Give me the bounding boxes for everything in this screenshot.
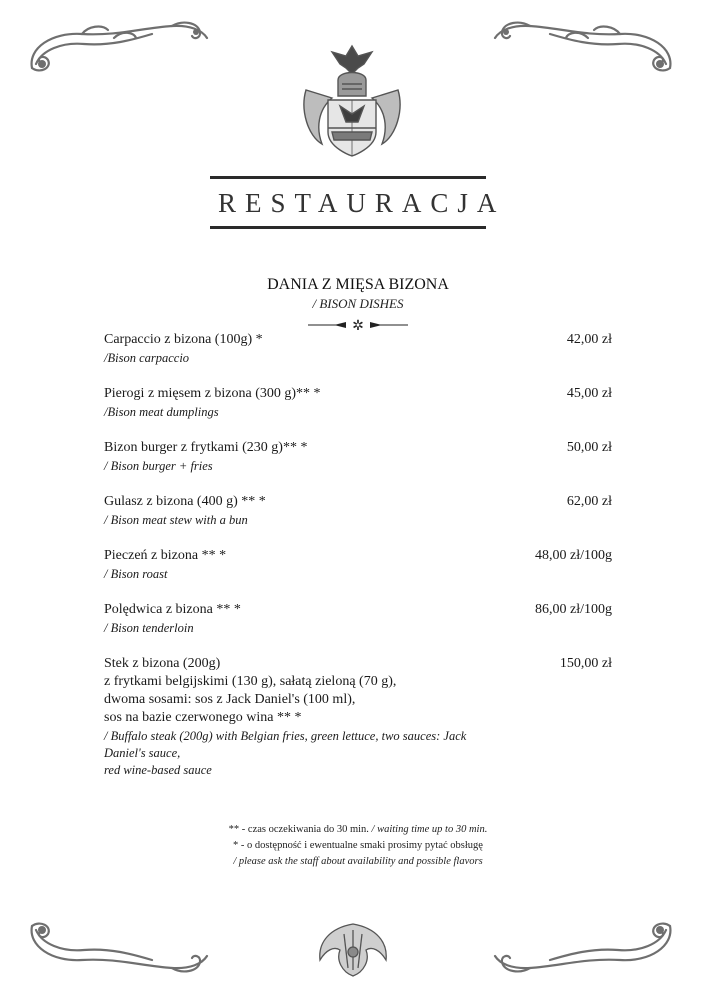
item-english: / Bison meat stew with a bun (104, 513, 248, 527)
coat-of-arms-icon (292, 40, 412, 162)
item-english: /Bison carpaccio (104, 351, 190, 365)
item-price: 45,00 zł (566, 386, 612, 401)
header-rule-bottom (210, 226, 486, 229)
item-english: / Bison burger + fries (104, 459, 213, 473)
item-name: Bizon burger z frytkami (230 g)** * (104, 440, 308, 455)
footer-line-1-en: / waiting time up to 30 min. (371, 824, 488, 835)
menu-item (104, 439, 612, 493)
item-price: 42,00 zł (566, 332, 612, 347)
item-price: 50,00 zł (566, 440, 612, 455)
item-name: Pierogi z mięsem z bizona (300 g)** * (104, 386, 321, 401)
svg-text:✲: ✲ (352, 318, 364, 332)
item-name: Polędwica z bizona ** * (104, 602, 241, 617)
item-price: 62,00 zł (566, 494, 612, 509)
section-subtitle: / BISON DISHES (312, 296, 404, 311)
menu-item (104, 493, 612, 547)
steak-line: z frytkami belgijskimi (130 g), sałatą zieloną (70 g), (104, 674, 397, 689)
steak-line: Stek z bizona (200g) (104, 656, 221, 671)
bottom-left-flourish-icon (22, 916, 212, 976)
item-english: / Bison roast (104, 567, 168, 581)
top-left-flourish-icon (22, 18, 212, 78)
menu-item (104, 601, 612, 655)
menu-item-steak (104, 655, 612, 779)
brand-title: RESTAURACJA (218, 188, 506, 218)
header-rule-top (210, 176, 486, 179)
menu-list (104, 331, 612, 779)
steak-english-line: red wine-based sauce (104, 763, 212, 777)
footer-line-3: / please ask the staff about availability and possible flavors (233, 856, 483, 867)
item-name: Carpaccio z bizona (100g) * (104, 332, 263, 347)
item-price: 48,00 zł/100g (535, 548, 612, 563)
bottom-right-flourish-icon (490, 916, 680, 976)
footer-line-1 (0, 822, 705, 838)
item-price: 150,00 zł (559, 656, 612, 671)
shell-ornament-icon (310, 920, 396, 980)
top-right-flourish-icon (490, 18, 680, 78)
divider-flourish-icon (308, 318, 408, 332)
item-name: Gulasz z bizona (400 g) ** * (104, 494, 266, 509)
item-price: 86,00 zł/100g (535, 602, 612, 617)
section-title: DANIA Z MIĘSA BIZONA (267, 276, 449, 293)
menu-item (104, 385, 612, 439)
footer-line-1-pl: ** - czas oczekiwania do 30 min. (228, 824, 369, 835)
steak-line: sos na bazie czerwonego wina ** * (104, 710, 302, 725)
footer-notes (0, 822, 705, 870)
item-english: /Bison meat dumplings (104, 405, 219, 419)
footer-line-2: * - o dostępność i ewentualne smaki prosimy pytać obsługę (233, 840, 483, 851)
item-english: / Bison tenderloin (104, 621, 194, 635)
menu-item (104, 547, 612, 601)
item-name: Pieczeń z bizona ** * (104, 548, 227, 563)
steak-english-line: / Buffalo steak (200g) with Belgian fries, green lettuce, two sauces: Jack Daniel's sauce, (104, 729, 467, 760)
menu-item (104, 331, 612, 385)
steak-line: dwoma sosami: sos z Jack Daniel's (100 ml), (104, 692, 356, 707)
